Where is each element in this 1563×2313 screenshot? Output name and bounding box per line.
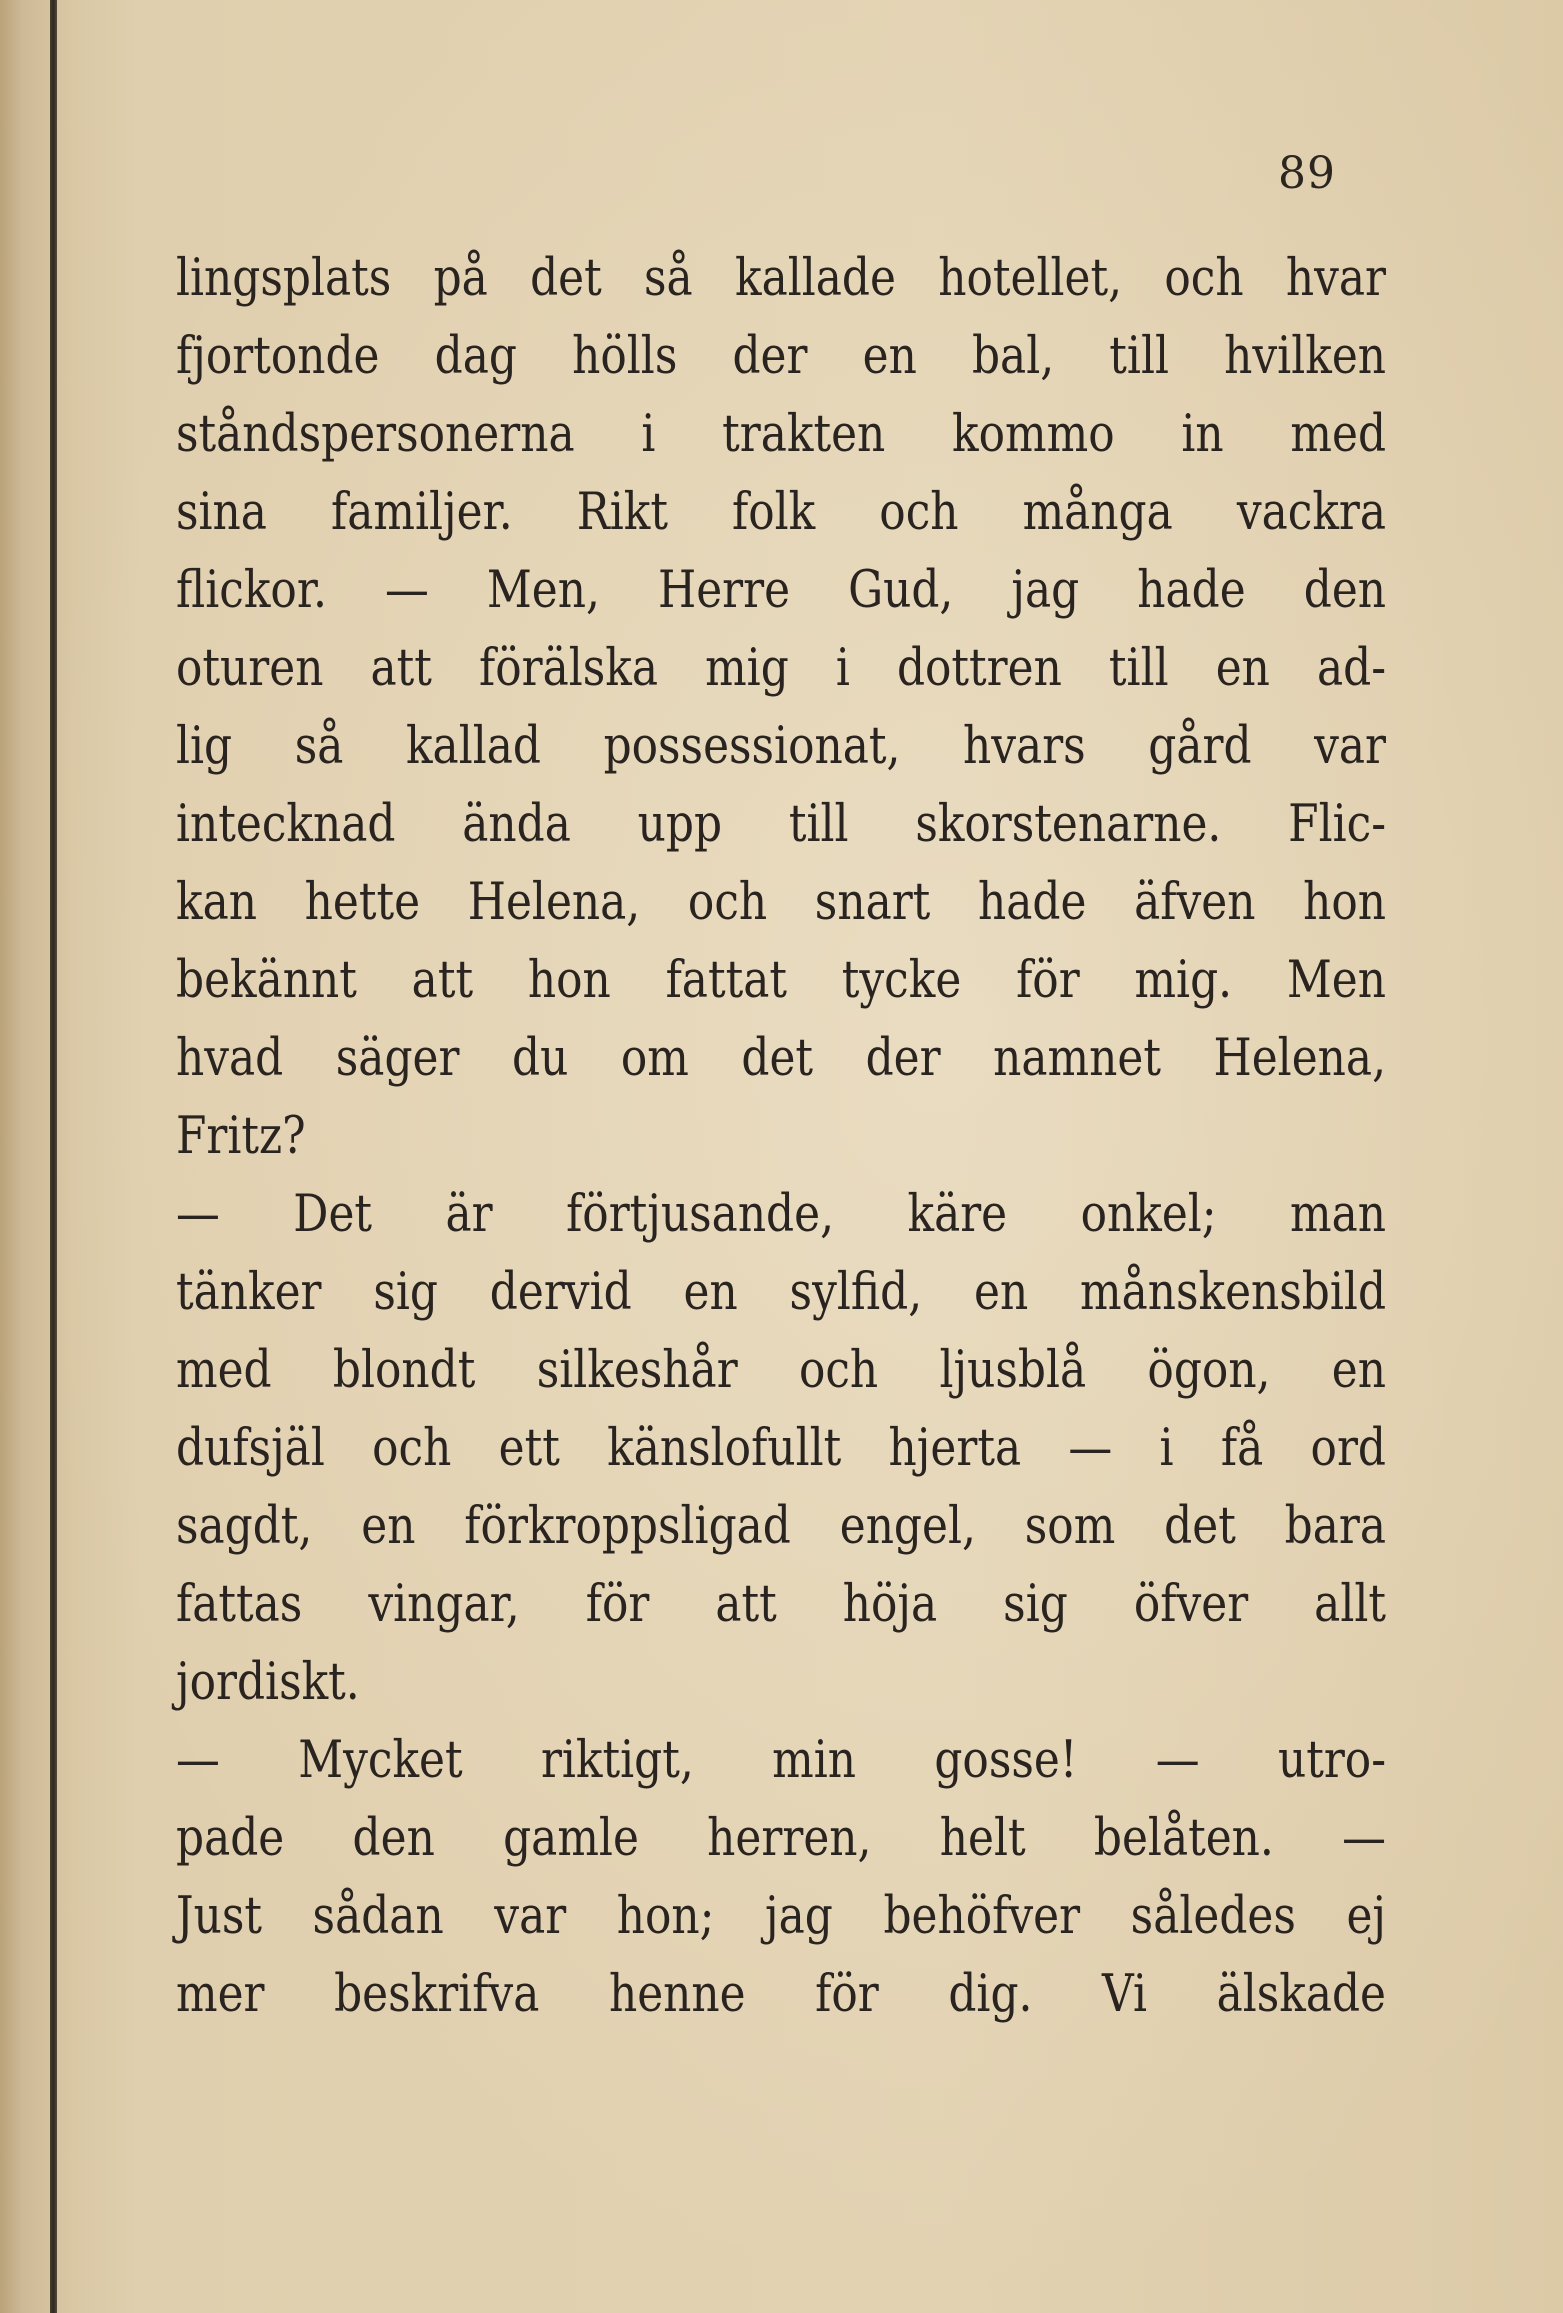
text-line: sina familjer. Rikt folk och många vackra xyxy=(176,483,1387,542)
text-line: fjortonde dag hölls der en bal, till hvilken xyxy=(176,327,1387,386)
text-line: kan hette Helena, och snart hade äfven hon xyxy=(176,873,1387,932)
text-line: med blondt silkeshår och ljusblå ögon, en xyxy=(176,1341,1387,1400)
text-line: bekännt att hon fattat tycke för mig. Men xyxy=(176,951,1387,1010)
text-line: fattas vingar, för att höja sig öfver allt xyxy=(176,1575,1387,1634)
text-line: ståndspersonerna i trakten kommo in med xyxy=(176,405,1387,464)
page-spine-shadow xyxy=(0,0,70,2313)
text-line: hvad säger du om det der namnet Helena, xyxy=(176,1029,1387,1088)
text-line: pade den gamle herren, helt belåten. — xyxy=(176,1809,1387,1868)
text-line: dufsjäl och ett känslofullt hjerta — i få ord xyxy=(176,1419,1387,1478)
text-line: sagdt, en förkroppsligad engel, som det bara xyxy=(176,1497,1387,1556)
text-line: tänker sig dervid en sylfid, en månskensbild xyxy=(176,1263,1387,1322)
text-line: — Det är förtjusande, käre onkel; man xyxy=(176,1185,1387,1244)
text-line: jordiskt. xyxy=(176,1653,360,1712)
text-line: Just sådan var hon; jag behöfver således ej xyxy=(176,1887,1387,1946)
page-number: 89 xyxy=(1278,148,1336,199)
text-line: — Mycket riktigt, min gosse! — utro- xyxy=(176,1731,1387,1790)
text-line: intecknad ända upp till skorstenarne. Flic- xyxy=(176,795,1387,854)
binding-edge-line xyxy=(50,0,57,2313)
text-line: flickor. — Men, Herre Gud, jag hade den xyxy=(176,561,1387,620)
text-line: Fritz? xyxy=(176,1107,306,1166)
text-line: lig så kallad possessionat, hvars gård var xyxy=(176,717,1387,776)
text-line: mer beskrifva henne för dig. Vi älskade xyxy=(176,1965,1387,2024)
text-line: lingsplats på det så kallade hotellet, och hvar xyxy=(176,249,1387,308)
text-line: oturen att förälska mig i dottren till en ad- xyxy=(176,639,1387,698)
body-text xyxy=(176,240,1386,2034)
